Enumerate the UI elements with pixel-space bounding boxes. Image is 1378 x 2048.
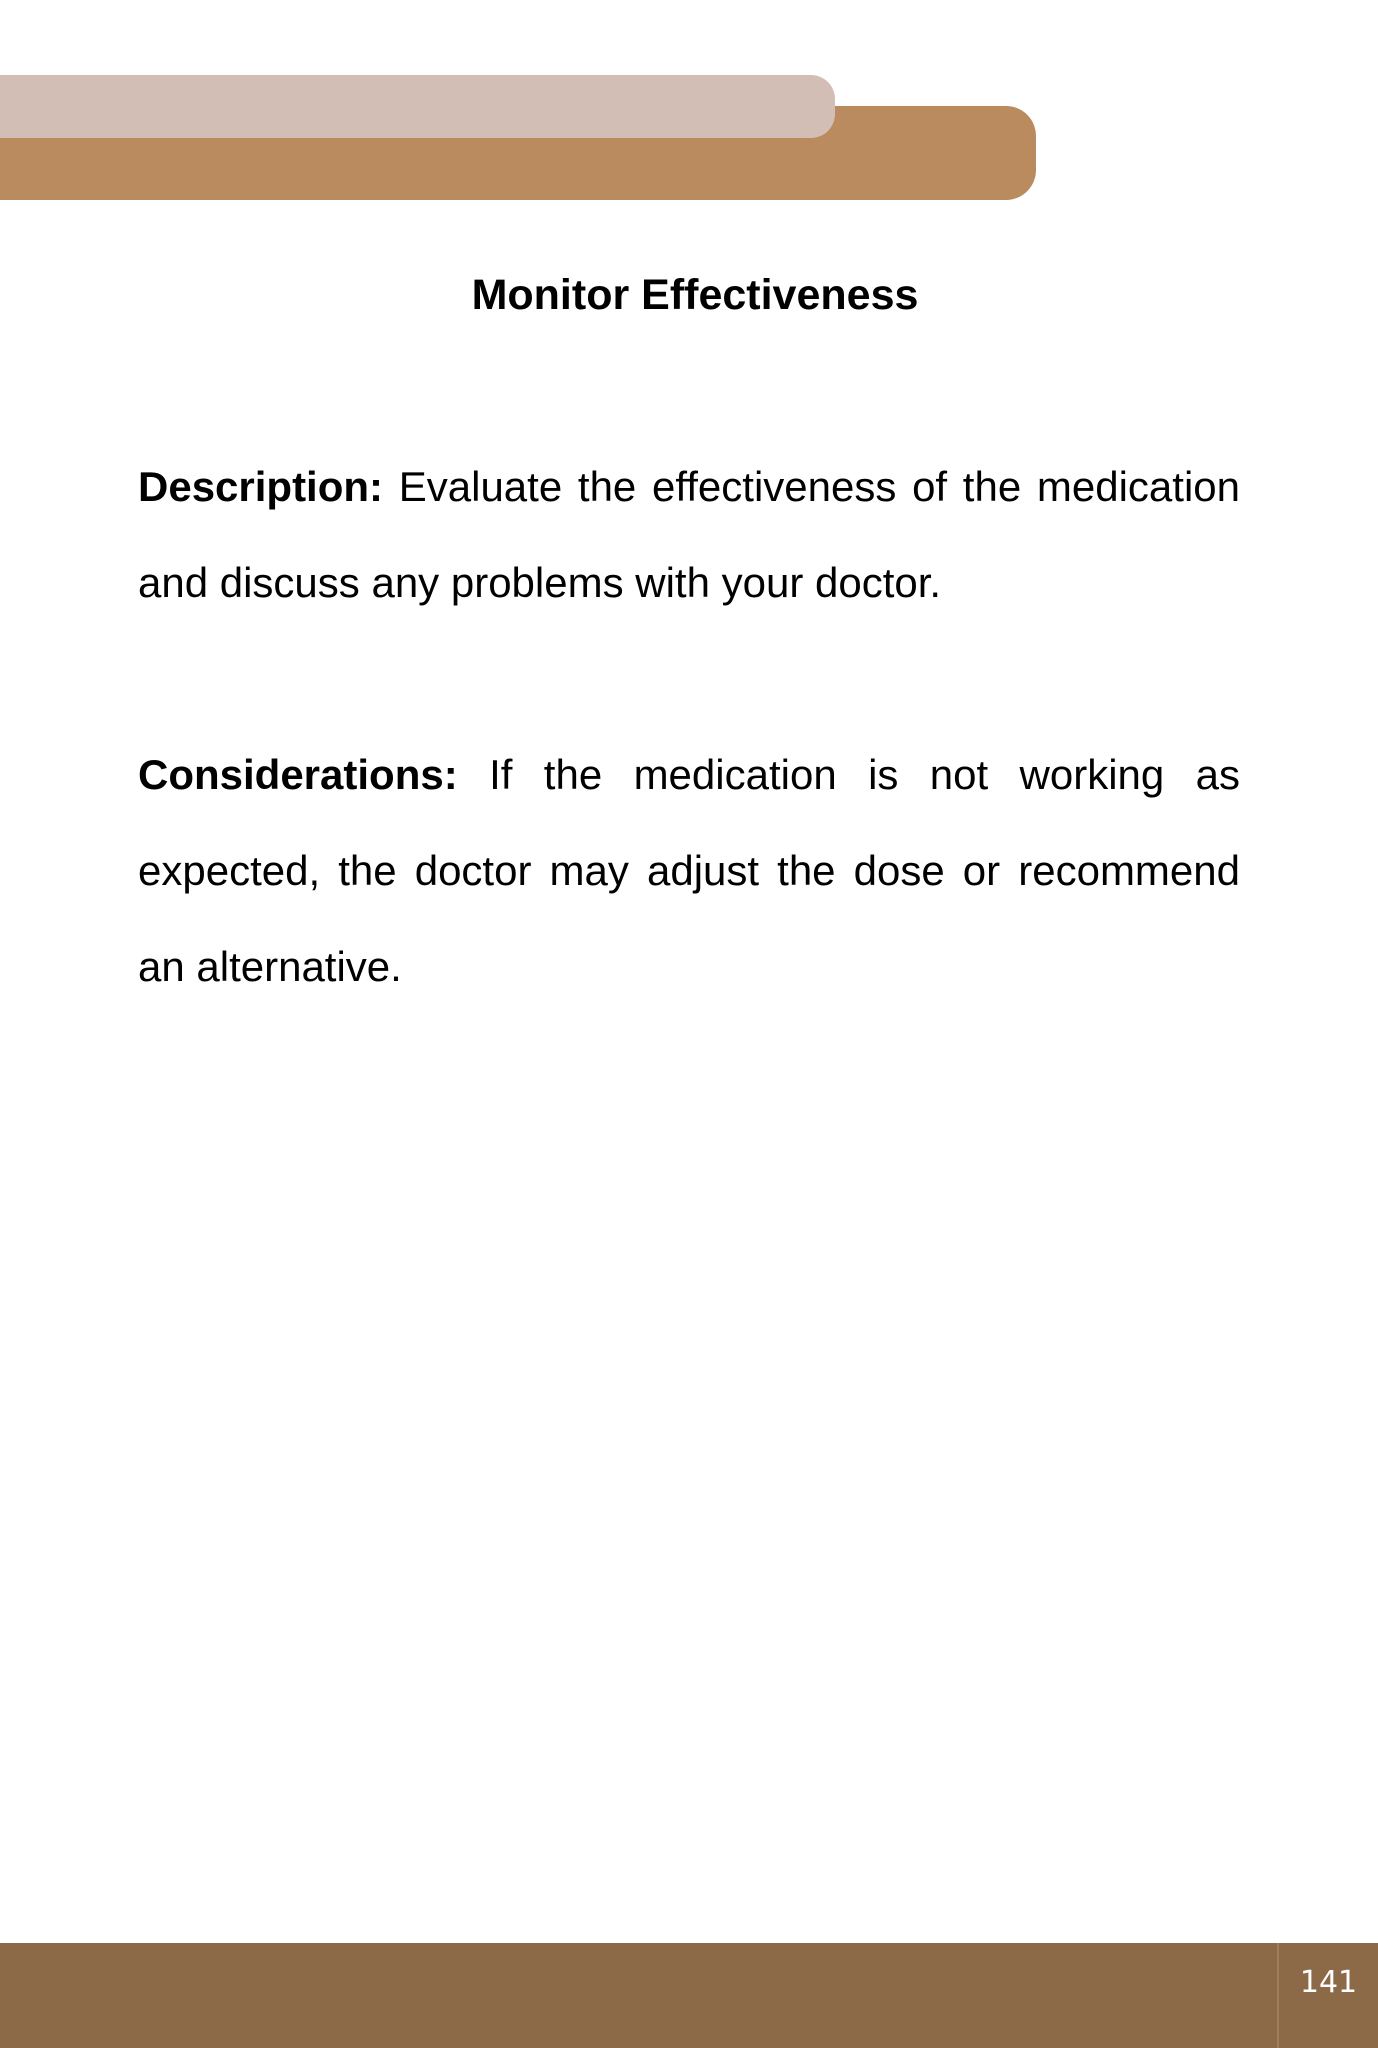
description-paragraph	[138, 439, 1240, 631]
considerations-label: Considerations:	[138, 751, 458, 798]
description-text: Evaluate the effectiveness of the medication and discuss any problems with your doctor.	[138, 463, 1241, 606]
considerations-text: If the medication is not working as expected, the doctor may adjust the dose or recommend an alternative.	[138, 751, 1240, 990]
description-label: Description:	[138, 463, 384, 510]
page-number: 141	[1299, 1965, 1358, 2000]
page-title: Monitor Effectiveness	[471, 271, 919, 319]
header-band-light	[0, 75, 835, 138]
footer-bar	[0, 1943, 1378, 2048]
considerations-paragraph	[138, 727, 1240, 1015]
